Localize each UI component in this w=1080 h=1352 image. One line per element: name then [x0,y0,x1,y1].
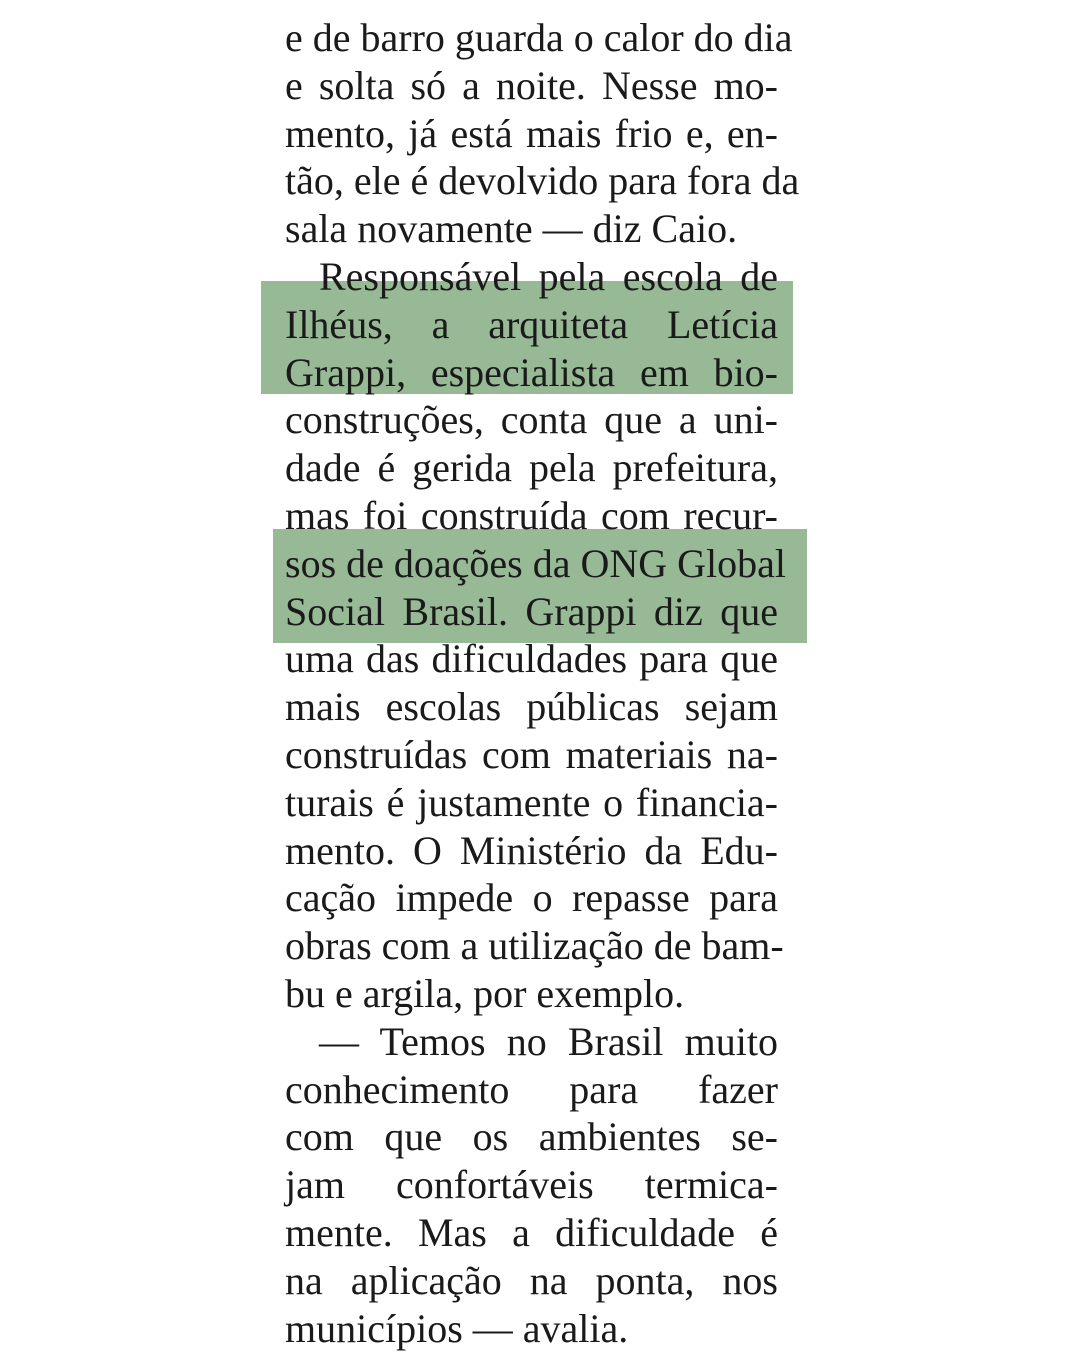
text-line: obras com a utilização de bam- [285,923,784,969]
text-line: com que os ambientes se- [285,1114,778,1160]
text-line: e solta só a noite. Nesse mo- [285,62,778,108]
text-line: na aplicação na ponta, nos [285,1257,778,1303]
text-line: mais escolas públicas sejam [285,684,778,730]
text-line: mas foi construída com recur- [285,492,778,538]
text-line: Social Brasil. Grappi diz que [285,588,778,634]
text-line: mento, já está mais frio e, en- [285,110,778,156]
text-line: sos de doações da ONG Global [285,540,786,586]
text-line: tão, ele é devolvido para fora da [285,158,800,204]
text-line: cação impede o repasse para [285,875,778,921]
text-line: jam confortáveis termica- [285,1162,778,1208]
text-line: — Temos no Brasil muito [319,1018,778,1064]
text-line: bu e argila, por exemplo. [285,970,685,1016]
text-line: conhecimento para fazer [285,1066,778,1112]
text-line: construções, conta que a uni- [285,397,778,443]
text-line: e de barro guarda o calor do dia [285,15,793,60]
text-line: Responsável pela escola de [319,253,778,299]
article-column [285,14,800,1352]
text-line: Grappi, especialista em bio- [285,349,778,395]
text-line: mente. Mas a dificuldade é [285,1209,778,1255]
text-line: Ilhéus, a arquiteta Letícia [285,301,778,347]
text-line: mento. O Ministério da Edu- [285,827,778,873]
text-line: uma das dificuldades para que [285,636,778,682]
text-line: sala novamente — diz Caio. [285,206,738,252]
text-line: dade é gerida pela prefeitura, [285,445,778,491]
text-line: construídas com materiais na- [285,731,778,777]
text-line: municípios — avalia. [285,1305,629,1351]
text-line: turais é justamente o financia- [285,779,778,825]
